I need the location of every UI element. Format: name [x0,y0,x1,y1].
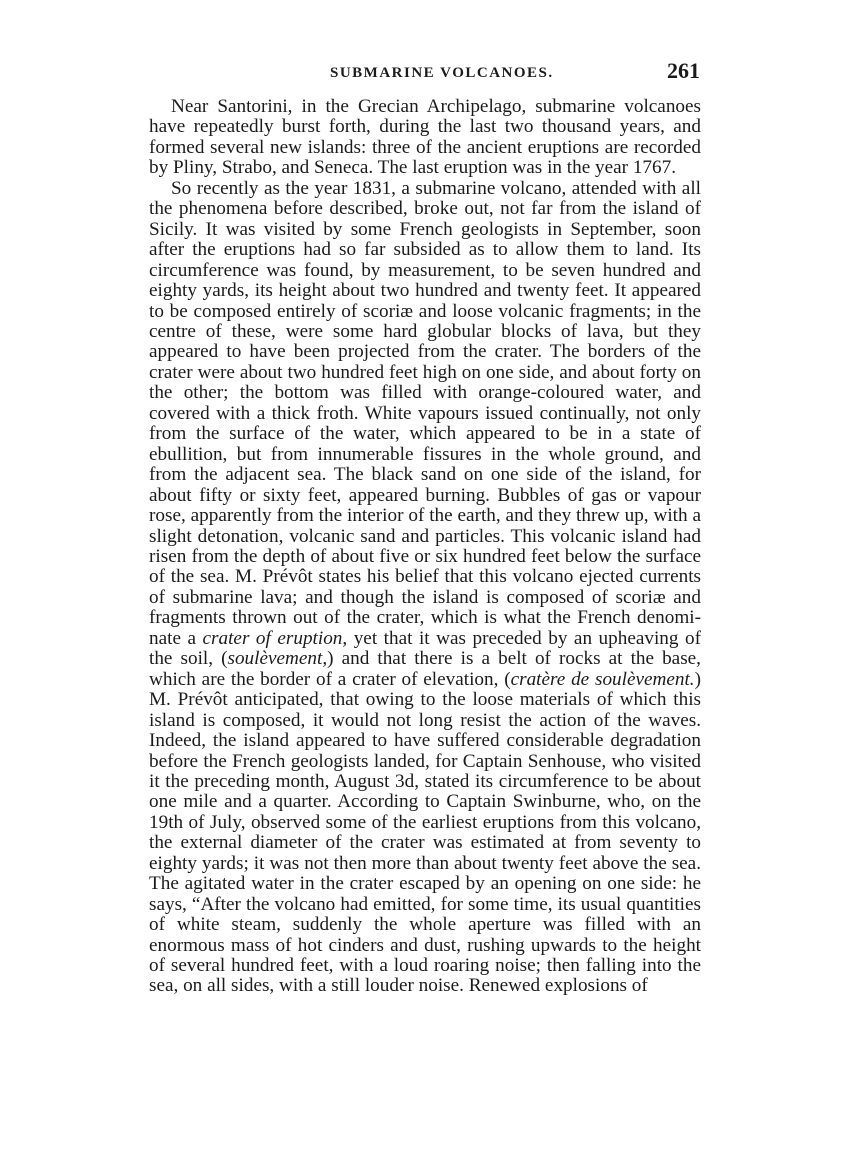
paragraph-text: So recently as the year 1831, a submarine volcano, attended with all the phenomena before described, broke out, not far from the island of Sicily. It was visited by some French geologists in September, soon after the eruptions had so far subsided as to allow them to land. Its circumference was found, by measurement, to be seven hundred and eighty yards, its height about two hundred and twenty feet. It appeared to be composed entirely of scoriæ and loose volcanic fragments; in the centre of these, were some hard globular blocks of lava, but they appeared to have been projected from the crater. The borders of the crater were about two hundred feet high on one side, and about forty on the other; the bottom was filled with orange-coloured water, and covered with a thick froth. White vapours issued continually, not only from the surface of the water, which appeared to be in a state of ebullition, but from innumerable fissures in the whole ground, and from the adjacent sea. The black sand on one side of the island, for about fifty or sixty feet, appeared burning. Bubbles of gas or vapour rose, apparently from the interior of the earth, and they threw up, with a slight detonation, volcanic sand and particles. This volcanic island had risen from the depth of about five or six hundred feet below the surface of the sea. M. Prévôt states his belief that this volcano ejected currents of submarine lava; and though the island is composed of scoriæ and fragments thrown out of the crater, which is what the French denominate a [149,177,701,649]
paragraph-santorini [149,97,701,179]
paragraph-text: yet that it was preceded by an upheaving of the soil, ( [149,627,701,670]
italic-term-soulevement: soulèvement, [227,648,328,670]
italic-term-crater-of-eruption: crater of eruption, [202,627,348,649]
running-title: SUBMARINE VOLCANOES. [330,65,554,81]
paragraph-text: Near Santorini, in the Grecian Archipelago, submarine volcanoes have repeatedly burst forth, during the last two thousand years, and formed several new islands: three of the ancient eruptions are recorded by Pliny, Strabo, and Seneca. The last eruption was in the year 1767. [149,96,701,179]
italic-term-cratere-de-soulevement: cratère de soulèvement. [510,668,695,690]
paragraph-text: ) and that there is a belt of rocks at the base, which are the border of a crater of elevation, ( [149,648,701,690]
running-head [150,58,700,88]
body-text [149,97,701,997]
paragraph-sicily-volcano [149,179,701,997]
page-number: 261 [667,58,700,83]
paragraph-text: ) M. Prévôt anticipated, that owing to the loose materials of which this island is composed, it would not long resist the action of the waves. Indeed, the island appeared to have suffered considerable degradation before the French geologists landed, for Captain Senhouse, who visited it the preceding month, August 3d, stated its circumference to be about one mile and a quarter. According to Captain Swinburne, who, on the 19th of July, observed some of the earliest eruptions from this volcano, the external diameter of the crater was estimated at from seventy to eighty yards; it was not then more than about twenty feet above the sea. The agitated water in the crater escaped by an opening on one side: he says, “After the volcano had emitted, for some time, its usual quantities of white steam, suddenly the whole aperture was filled with an enormous mass of hot cinders and dust, rushing upwards to the height of several hundred feet, with a loud roaring noise; then falling into the sea, on all sides, with a still louder noise. Renewed explosions of [149,668,701,997]
